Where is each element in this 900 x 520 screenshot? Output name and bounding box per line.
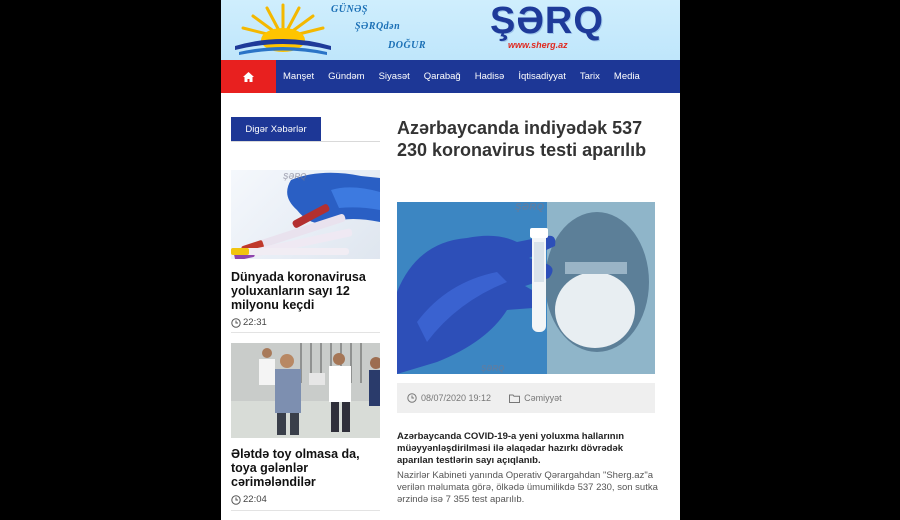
slogan-line-1: GÜNƏŞ: [331, 4, 368, 15]
main-nav: [221, 60, 680, 93]
photo-watermark: ŞƏRQ: [481, 364, 505, 373]
people-photo-image: [231, 343, 380, 438]
nav-item-manset[interactable]: Manşet: [283, 71, 315, 82]
site-logo[interactable]: ŞƏRQ: [490, 0, 604, 42]
test-tubes-image: [231, 170, 380, 259]
news-thumbnail-1[interactable]: [231, 170, 380, 259]
article-meta-bar: [397, 383, 655, 413]
sidebar-news-time-1: [231, 317, 267, 328]
time-text: 22:04: [243, 494, 267, 505]
nav-item-iqtisadiyyat[interactable]: İqtisadiyyat: [518, 71, 566, 82]
article-date: 08/07/2020 19:12: [421, 393, 492, 403]
time-text: 22:31: [243, 317, 267, 328]
sidebar-news-title-2[interactable]: Ələtdə toy olmasa da, toya gələnlər cərimələndilər: [231, 447, 360, 489]
slogan-line-2: ŞƏRQdən: [355, 21, 401, 32]
nav-home-button[interactable]: [221, 60, 276, 93]
site-url: www.sherg.az: [508, 40, 568, 50]
sidebar-news-divider: [231, 332, 380, 333]
nav-item-tarix[interactable]: Tarix: [579, 71, 600, 82]
news-thumbnail-2[interactable]: [231, 343, 380, 438]
clock-icon: [231, 318, 241, 328]
slogan-line-3: DOĞUR: [388, 40, 427, 51]
thumbnail-watermark: ŞƏRQ: [283, 172, 307, 181]
sidebar-news-divider: [231, 510, 380, 511]
article-body: Nazirlər Kabineti yanında Operativ Qərargahdan "Sherg.az"a verilən məlumata görə, ölkədə ümumilikdə 537 230, son sutka ərzində isə 7 355 test aparılıb.: [397, 470, 658, 505]
clock-icon: [231, 495, 241, 505]
home-icon: [243, 72, 254, 82]
clock-icon: [407, 393, 417, 403]
sidebar-divider: [231, 141, 380, 142]
sidebar-news-time-2: [231, 494, 267, 505]
sidebar-news-title-1[interactable]: Dünyada koronavirusa yoluxanların sayı 12 milyonu keçdi: [231, 270, 366, 312]
article-category[interactable]: Cəmiyyət: [524, 393, 562, 403]
header-banner: [221, 0, 680, 60]
page: [221, 0, 680, 520]
photo-watermark: ŞƏRQ: [515, 202, 545, 213]
sidebar-tab-other-news[interactable]: Digər Xəbərlər: [231, 117, 321, 141]
article-main-image: [397, 202, 655, 374]
sun-logo-icon: [233, 2, 333, 57]
test-tube-photo-image: [397, 202, 655, 374]
nav-item-media[interactable]: Media: [613, 71, 640, 82]
nav-item-gundem[interactable]: Gündəm: [328, 71, 365, 82]
nav-item-hadise[interactable]: Hadisə: [474, 71, 505, 82]
article-headline: Azərbaycanda indiyədək 537 230 koronavirus testi aparılıb: [397, 118, 647, 160]
folder-icon: [509, 394, 520, 403]
nav-item-qarabag[interactable]: Qarabağ: [423, 71, 461, 82]
article-lead: Azərbaycanda COVID-19-a yeni yoluxma hallarının müəyyənləşdirilməsi ilə əlaqədar hazırkı dövrədək aparılan testlərin sayı açıqlanıb.: [397, 431, 625, 466]
nav-item-siyaset[interactable]: Siyasət: [378, 71, 410, 82]
